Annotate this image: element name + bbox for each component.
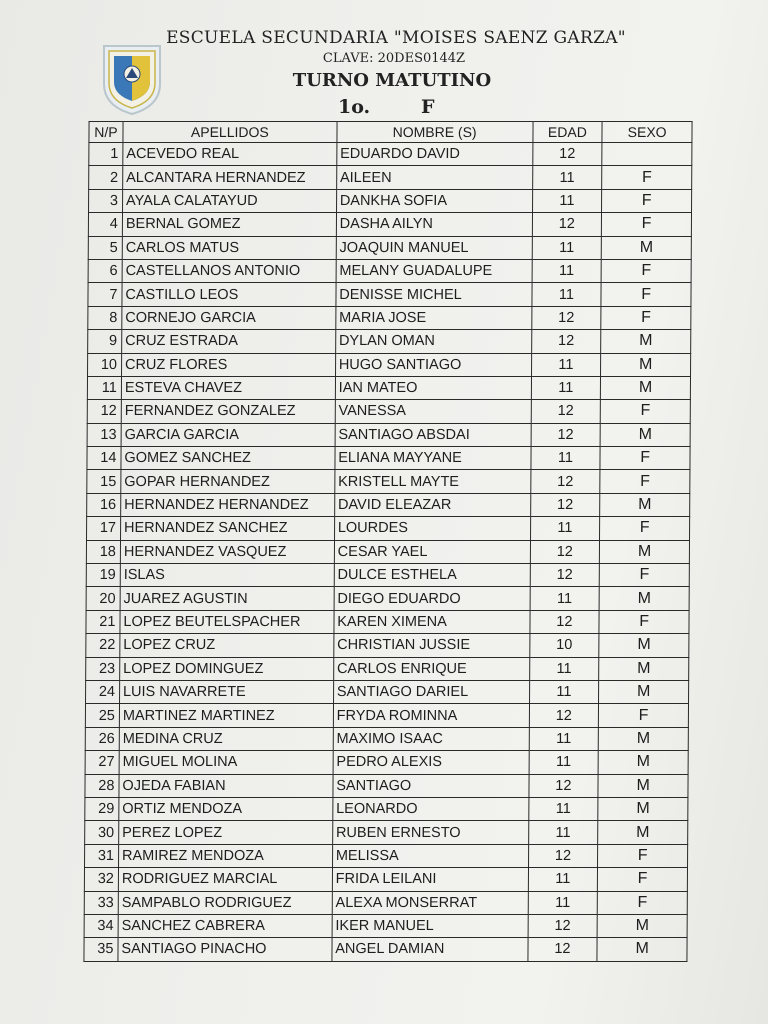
cell-apellidos: LOPEZ CRUZ <box>120 634 334 657</box>
school-code: CLAVE: 20DES0144Z <box>322 51 466 66</box>
cell-sexo: F <box>602 166 692 189</box>
cell-edad: 12 <box>530 540 600 563</box>
cell-nombre: DYLAN OMAN <box>335 330 531 353</box>
cell-edad: 12 <box>528 774 598 797</box>
cell-sexo: M <box>597 914 687 937</box>
cell-np: 19 <box>86 564 120 587</box>
cell-nombre: DASHA AILYN <box>336 213 532 236</box>
cell-nombre: CARLOS ENRIQUE <box>333 657 529 680</box>
cell-nombre: DAVID ELEAZAR <box>334 493 530 516</box>
cell-np: 1 <box>89 143 123 166</box>
cell-edad: 12 <box>530 470 600 493</box>
cell-apellidos: FERNANDEZ GONZALEZ <box>121 400 335 423</box>
table-row <box>87 470 690 493</box>
shift-title: TURNO MATUTINO <box>292 70 492 91</box>
grade-label: 1o. <box>338 96 371 118</box>
cell-np: 3 <box>89 189 123 212</box>
cell-apellidos: MARTINEZ MARTINEZ <box>119 704 333 727</box>
cell-edad: 12 <box>531 423 601 446</box>
cell-np: 22 <box>86 634 120 657</box>
cell-apellidos: ACEVEDO REAL <box>123 143 337 166</box>
cell-apellidos: SANCHEZ CABRERA <box>118 914 332 937</box>
cell-np: 26 <box>85 727 119 750</box>
school-name: ESCUELA SECUNDARIA "MOISES SAENZ GARZA" <box>166 28 626 48</box>
table-row <box>84 891 687 914</box>
table-header-row <box>89 122 692 143</box>
table-row <box>84 868 687 891</box>
cell-edad: 11 <box>528 797 598 820</box>
table-row <box>87 423 690 446</box>
cell-np: 31 <box>85 844 119 867</box>
cell-apellidos: OJEDA FABIAN <box>119 774 333 797</box>
cell-apellidos: LUIS NAVARRETE <box>119 680 333 703</box>
cell-nombre: MAXIMO ISAAC <box>333 727 529 750</box>
cell-np: 30 <box>85 821 119 844</box>
table-row <box>84 938 687 961</box>
cell-np: 20 <box>86 587 120 610</box>
cell-nombre: JOAQUIN MANUEL <box>336 236 532 259</box>
cell-sexo: M <box>600 493 690 516</box>
cell-apellidos: AYALA CALATAYUD <box>122 189 336 212</box>
cell-np: 2 <box>89 166 123 189</box>
cell-sexo: F <box>602 189 692 212</box>
cell-nombre: FRYDA ROMINNA <box>333 704 529 727</box>
cell-np: 23 <box>86 657 120 680</box>
table-row <box>86 564 689 587</box>
cell-nombre: KRISTELL MAYTE <box>335 470 531 493</box>
cell-np: 29 <box>85 797 119 820</box>
cell-edad: 11 <box>531 353 601 376</box>
cell-apellidos: CASTELLANOS ANTONIO <box>122 259 336 282</box>
cell-edad: 11 <box>530 517 600 540</box>
cell-edad: 12 <box>527 938 597 961</box>
cell-sexo: F <box>599 610 689 633</box>
cell-edad: 12 <box>529 610 599 633</box>
cell-apellidos: CRUZ ESTRADA <box>122 330 336 353</box>
cell-nombre: EDUARDO DAVID <box>337 143 533 166</box>
cell-nombre: IAN MATEO <box>335 376 531 399</box>
cell-sexo: F <box>602 213 692 236</box>
cell-sexo: F <box>601 259 691 282</box>
cell-apellidos: ORTIZ MENDOZA <box>119 797 333 820</box>
cell-edad: 12 <box>528 914 598 937</box>
column-header-nombre: NOMBRE (S) <box>337 122 533 143</box>
column-header-sexo: SEXO <box>602 122 692 143</box>
table-row <box>85 797 688 820</box>
cell-np: 15 <box>87 470 121 493</box>
cell-nombre: KAREN XIMENA <box>334 610 530 633</box>
cell-sexo: M <box>599 727 689 750</box>
cell-sexo: M <box>598 751 688 774</box>
cell-apellidos: HERNANDEZ HERNANDEZ <box>121 493 335 516</box>
cell-nombre: RUBEN ERNESTO <box>332 821 528 844</box>
cell-nombre: HUGO SANTIAGO <box>335 353 531 376</box>
cell-sexo: M <box>598 797 688 820</box>
cell-np: 33 <box>84 891 118 914</box>
table-row <box>85 751 688 774</box>
table-row <box>86 634 689 657</box>
cell-np: 24 <box>86 680 120 703</box>
column-header-edad: EDAD <box>532 122 602 143</box>
cell-edad: 10 <box>529 634 599 657</box>
cell-edad: 11 <box>530 587 600 610</box>
cell-sexo: M <box>597 938 687 961</box>
cell-nombre: AILEEN <box>336 166 532 189</box>
cell-edad: 11 <box>528 868 598 891</box>
cell-apellidos: CASTILLO LEOS <box>122 283 336 306</box>
cell-edad: 11 <box>530 447 600 470</box>
cell-sexo: M <box>601 376 691 399</box>
cell-edad: 11 <box>532 166 602 189</box>
cell-edad: 11 <box>532 259 602 282</box>
cell-sexo: F <box>600 517 690 540</box>
cell-np: 21 <box>86 610 120 633</box>
table-row <box>86 610 689 633</box>
cell-sexo: F <box>598 891 688 914</box>
cell-edad: 12 <box>530 564 600 587</box>
cell-np: 17 <box>87 517 121 540</box>
table-row <box>87 517 690 540</box>
cell-edad: 12 <box>528 844 598 867</box>
cell-nombre: VANESSA <box>335 400 531 423</box>
table-row <box>88 353 691 376</box>
cell-nombre: LEONARDO <box>333 797 529 820</box>
cell-sexo: M <box>601 330 691 353</box>
cell-np: 12 <box>87 400 121 423</box>
cell-edad: 11 <box>529 751 599 774</box>
cell-apellidos: SANTIAGO PINACHO <box>118 938 332 961</box>
cell-sexo: M <box>600 540 690 563</box>
cell-sexo: F <box>601 306 691 329</box>
cell-sexo: F <box>601 283 691 306</box>
cell-np: 14 <box>87 447 121 470</box>
cell-nombre: CESAR YAEL <box>334 540 530 563</box>
table-row <box>85 704 688 727</box>
cell-sexo: F <box>599 704 689 727</box>
cell-sexo: F <box>598 844 688 867</box>
cell-nombre: DENISSE MICHEL <box>336 283 532 306</box>
cell-sexo: F <box>601 400 691 423</box>
cell-nombre: MELANY GUADALUPE <box>336 259 532 282</box>
cell-edad: 11 <box>531 376 601 399</box>
table-row <box>89 166 692 189</box>
cell-sexo: M <box>599 680 689 703</box>
cell-np: 16 <box>87 493 121 516</box>
cell-nombre: ALEXA MONSERRAT <box>332 891 528 914</box>
cell-np: 27 <box>85 751 119 774</box>
column-header-apellidos: APELLIDOS <box>123 122 337 143</box>
cell-np: 7 <box>88 283 122 306</box>
cell-edad: 12 <box>532 143 602 166</box>
cell-np: 8 <box>88 306 122 329</box>
cell-apellidos: LOPEZ BEUTELSPACHER <box>120 610 334 633</box>
cell-edad: 12 <box>532 213 602 236</box>
cell-np: 6 <box>88 259 122 282</box>
cell-np: 34 <box>84 914 118 937</box>
table-row <box>88 330 691 353</box>
cell-apellidos: BERNAL GOMEZ <box>122 213 336 236</box>
table-row <box>87 447 690 470</box>
table-row <box>85 774 688 797</box>
cell-edad: 11 <box>529 657 599 680</box>
cell-apellidos: ISLAS <box>120 564 334 587</box>
table-row <box>87 493 690 516</box>
cell-np: 13 <box>87 423 121 446</box>
cell-nombre: LOURDES <box>334 517 530 540</box>
cell-nombre: ELIANA MAYYANE <box>335 447 531 470</box>
cell-np: 32 <box>84 868 118 891</box>
cell-nombre: PEDRO ALEXIS <box>333 751 529 774</box>
cell-nombre: ANGEL DAMIAN <box>332 938 528 961</box>
cell-nombre: DULCE ESTHELA <box>334 564 530 587</box>
table-row <box>85 844 688 867</box>
table-row <box>85 821 688 844</box>
cell-nombre: MARIA JOSE <box>336 306 532 329</box>
cell-nombre: DANKHA SOFIA <box>336 189 532 212</box>
table-row <box>89 189 692 212</box>
cell-apellidos: PEREZ LOPEZ <box>119 821 333 844</box>
cell-edad: 11 <box>528 891 598 914</box>
cell-apellidos: HERNANDEZ VASQUEZ <box>120 540 334 563</box>
cell-edad: 12 <box>531 400 601 423</box>
cell-sexo: M <box>598 821 688 844</box>
cell-nombre: SANTIAGO ABSDAI <box>335 423 531 446</box>
cell-np: 5 <box>88 236 122 259</box>
table-row <box>88 236 691 259</box>
cell-nombre: FRIDA LEILANI <box>332 868 528 891</box>
cell-sexo: F <box>600 564 690 587</box>
table-row <box>85 727 688 750</box>
cell-nombre: IKER MANUEL <box>332 914 528 937</box>
cell-sexo: F <box>600 470 690 493</box>
cell-sexo: M <box>601 353 691 376</box>
table-row <box>88 306 691 329</box>
table-row <box>86 587 689 610</box>
cell-apellidos: CARLOS MATUS <box>122 236 336 259</box>
table-row <box>88 259 691 282</box>
cell-nombre: CHRISTIAN JUSSIE <box>334 634 530 657</box>
cell-np: 35 <box>84 938 118 961</box>
group-label: F <box>421 96 435 118</box>
cell-sexo <box>602 143 692 166</box>
cell-apellidos: GOPAR HERNANDEZ <box>121 470 335 493</box>
cell-nombre: SANTIAGO <box>333 774 529 797</box>
cell-edad: 11 <box>531 283 601 306</box>
table-row <box>86 680 689 703</box>
table-row <box>88 213 691 236</box>
cell-sexo: M <box>598 774 688 797</box>
cell-apellidos: MEDINA CRUZ <box>119 727 333 750</box>
cell-apellidos: CORNEJO GARCIA <box>122 306 336 329</box>
cell-edad: 11 <box>529 680 599 703</box>
cell-apellidos: SAMPABLO RODRIGUEZ <box>118 891 332 914</box>
cell-sexo: F <box>598 868 688 891</box>
cell-apellidos: HERNANDEZ SANCHEZ <box>120 517 334 540</box>
student-roster-table <box>83 121 692 962</box>
cell-np: 9 <box>88 330 122 353</box>
cell-apellidos: LOPEZ DOMINGUEZ <box>120 657 334 680</box>
cell-np: 11 <box>87 376 121 399</box>
table-row <box>86 657 689 680</box>
cell-sexo: M <box>599 587 689 610</box>
cell-apellidos: MIGUEL MOLINA <box>119 751 333 774</box>
table-row <box>87 400 690 423</box>
cell-apellidos: ALCANTARA HERNANDEZ <box>123 166 337 189</box>
cell-sexo: M <box>599 634 689 657</box>
table-row <box>89 143 692 166</box>
cell-nombre: SANTIAGO DARIEL <box>333 680 529 703</box>
cell-nombre: DIEGO EDUARDO <box>334 587 530 610</box>
cell-edad: 11 <box>528 821 598 844</box>
cell-apellidos: CRUZ FLORES <box>121 353 335 376</box>
table-row <box>86 540 689 563</box>
cell-apellidos: RODRIGUEZ MARCIAL <box>118 868 332 891</box>
cell-apellidos: RAMIREZ MENDOZA <box>118 844 332 867</box>
table-row <box>84 914 687 937</box>
cell-apellidos: JUAREZ AGUSTIN <box>120 587 334 610</box>
cell-edad: 12 <box>531 330 601 353</box>
cell-sexo: F <box>600 447 690 470</box>
column-header-np: N/P <box>89 122 123 143</box>
cell-np: 28 <box>85 774 119 797</box>
cell-sexo: M <box>600 423 690 446</box>
cell-edad: 12 <box>531 306 601 329</box>
cell-sexo: M <box>599 657 689 680</box>
cell-sexo: M <box>602 236 692 259</box>
cell-edad: 11 <box>532 189 602 212</box>
cell-edad: 12 <box>530 493 600 516</box>
cell-edad: 11 <box>529 727 599 750</box>
cell-apellidos: ESTEVA CHAVEZ <box>121 376 335 399</box>
cell-np: 18 <box>86 540 120 563</box>
table-row <box>87 376 690 399</box>
cell-apellidos: GOMEZ SANCHEZ <box>121 447 335 470</box>
table-row <box>88 283 691 306</box>
cell-np: 4 <box>88 213 122 236</box>
cell-nombre: MELISSA <box>332 844 528 867</box>
cell-np: 25 <box>85 704 119 727</box>
cell-edad: 12 <box>529 704 599 727</box>
cell-np: 10 <box>88 353 122 376</box>
cell-apellidos: GARCIA GARCIA <box>121 423 335 446</box>
cell-edad: 11 <box>532 236 602 259</box>
